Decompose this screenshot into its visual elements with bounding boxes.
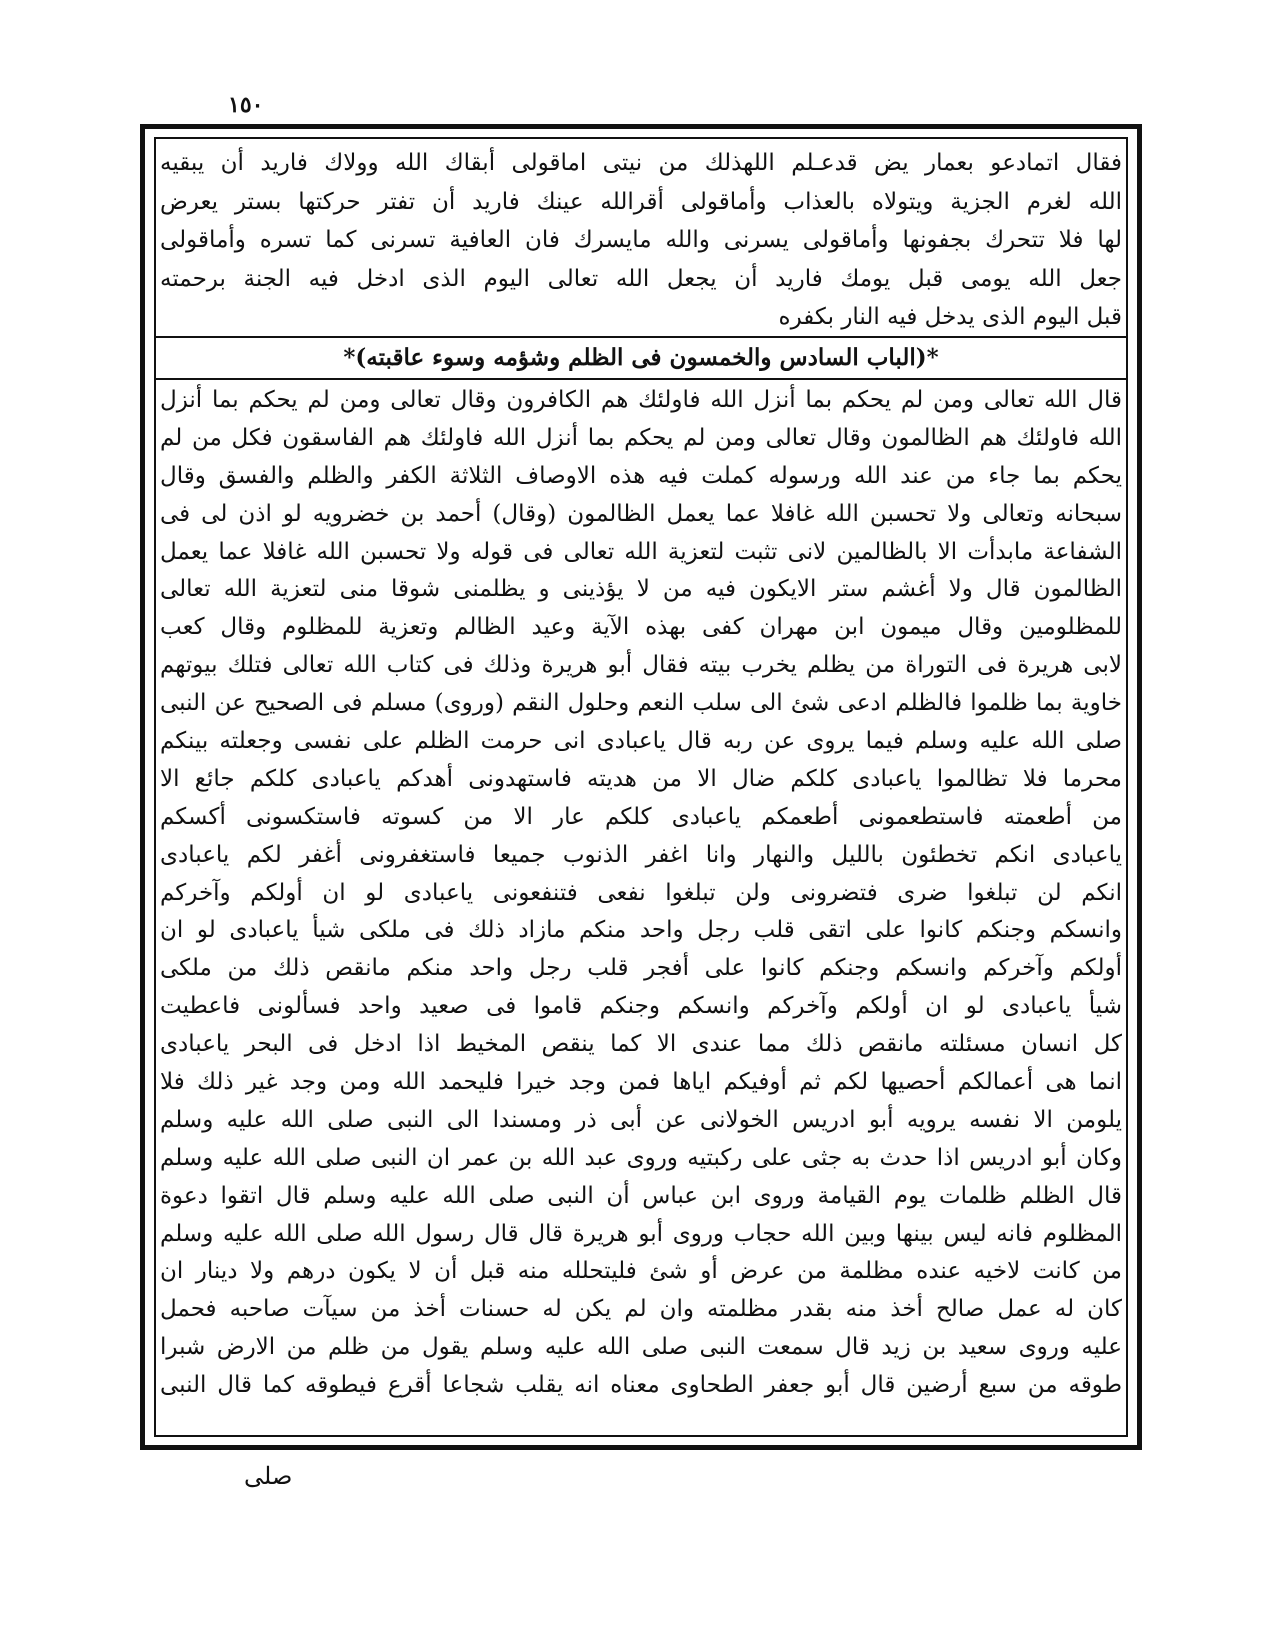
chapter-heading: *(الباب السادس والخمسون فى الظلم وشؤمه وسوء عاقبته)* <box>343 344 939 371</box>
text-line: من كانت لاخيه عنده مظلمة من عرض أو شئ فليتحلله منه قبل أن لا يكون درهم ولا دينار ان <box>160 1258 1122 1285</box>
text-line: وانسكم وجنكم كانوا على اتقى قلب رجل واحد منكم مازاد ذلك فى ملكى شيأ ياعبادى لو ان <box>160 917 1122 944</box>
intro-paragraph <box>160 144 1122 337</box>
text-line: الله فاولئك هم الظالمون وقال تعالى ومن لم يحكم بما أنزل الله فاولئك هم الفاسقون فكل من لم <box>160 424 1122 451</box>
text-line: الشفاعة مابدأت الا بالظالمين لانى تثبت لتعزية الله تعالى فى قوله ولا تحسبن الله غافلا عما يعمل <box>160 538 1122 565</box>
text-line: الله لغرم الجزية ويتولاه بالعذاب وأماقولى أقرالله عينك فاريد أن تفتر حركتها بستر يعرض <box>160 188 1122 215</box>
heading-rule-bottom <box>156 378 1126 380</box>
text-line: انكم لن تبلغوا ضرى فتضرونى ولن تبلغوا نفعى فتنفعونى ياعبادى لو ان أولكم وآخركم <box>160 879 1122 906</box>
text-line: شيأ ياعبادى لو ان أولكم وآخركم وانسكم وجنكم قاموا فى صعيد واحد فسألونى فاعطيت <box>160 993 1122 1020</box>
text-line: لها فلا تتحرك بجفونها وأماقولى يسرنى والله مايسرك فان العافية تسرنى كما تسره وأماقولى <box>160 227 1122 254</box>
text-line: قال الظلم ظلمات يوم القيامة وروى ابن عباس أن النبى صلى الله عليه وسلم قال اتقوا دعوة <box>160 1182 1122 1209</box>
text-line: قبل اليوم الذى يدخل فيه النار بكفره <box>778 304 1122 331</box>
text-line: انما هى أعمالكم أحصيها لكم ثم أوفيكم اياها فمن وجد خيرا فليحمد الله ومن وجد غير ذلك فلا <box>160 1069 1122 1096</box>
text-line: كان له عمل صالح أخذ منه بقدر مظلمته وان لم يكن له حسنات أخذ من سيآت صاحبه فحمل <box>160 1296 1122 1323</box>
text-line: وكان أبو ادريس اذا حدث به جثى على ركبتيه وروى عبد الله بن عمر ان النبى صلى الله عليه وسلم <box>160 1144 1122 1171</box>
text-line: ياعبادى انكم تخطئون بالليل والنهار وانا اغفر الذنوب جميعا فاستغفرونى أغفر لكم ياعبادى <box>160 841 1122 868</box>
text-line: المظلوم فانه ليس بينها وبين الله حجاب وروى أبو هريرة قال قال رسول الله صلى الله عليه وسلم <box>160 1220 1122 1247</box>
text-line: سبحانه وتعالى ولا تحسبن الله غافلا عما يعمل الظالمون (وقال) أحمد بن خضرويه لو اذن لى فى <box>160 500 1122 527</box>
text-line: أولكم وآخركم وانسكم وجنكم كانوا على أفجر قلب رجل واحد منكم مانقص ذلك من ملكى <box>160 955 1122 982</box>
text-line: لابى هريرة فى التوراة من يظلم يخرب بيته فقال أبو هريرة وذلك فى كتاب الله تعالى فتلك بيوتهم <box>160 652 1122 679</box>
text-line: الظالمون قال ولا أغشم ستر الايكون فيه من لا يؤذينى و يظلمنى شوقا منى لتعزية الله تعالى <box>160 576 1122 603</box>
text-line: صلى الله عليه وسلم فيما يروى عن ربه قال ياعبادى انى حرمت الظلم على نفسى وجعلته بينكم <box>160 728 1122 755</box>
chapter-body <box>160 382 1122 1405</box>
text-line: قال الله تعالى ومن لم يحكم بما أنزل الله فاولئك هم الكافرون وقال تعالى ومن لم يحكم بما أنزل <box>160 387 1122 413</box>
text-line: من أطعمته فاستطعمونى أطعمكم ياعبادى كلكم عار الا من كسوته فاستكسونى أكسكم <box>160 803 1122 830</box>
text-line: خاوية بما ظلموا فالظلم ادعى شئ الى سلب النعم وحلول النقم (وروى) مسلم فى الصحيح عن النبى <box>160 690 1122 717</box>
text-line: للمظلومين وقال ميمون ابن مهران كفى بهذه الآية وعيد الظالم وتعزية للمظلوم وقال كعب <box>160 614 1122 641</box>
page-number: ١٥٠ <box>228 92 264 118</box>
text-line: محرما فلا تظالموا ياعبادى كلكم ضال الا من هديته فاستهدونى أهدكم ياعبادى كلكم جائع الا <box>160 765 1122 792</box>
catchword: صلى <box>244 1462 293 1490</box>
text-line: فقال اتمادعو بعمار يض قدعـلم اللهذلك من نيتى اماقولى أبقاك الله وولاك فاريد أن يبقيه <box>160 150 1122 176</box>
text-line: يحكم بما جاء من عند الله ورسوله كملت فيه هذه الاوصاف الثلاثة الكفر والظلم والفسق وقال <box>160 462 1122 489</box>
text-line: جعل الله يومى قبل يومك فاريد أن يجعل الله تعالى اليوم الذى ادخل فيه الجنة برحمته <box>160 265 1122 292</box>
text-line: كل انسان مسئلته مانقص ذلك مما عندى الا كما ينقص المخيط اذا ادخل فى البحر ياعبادى <box>160 1031 1122 1058</box>
text-line: عليه وروى سعيد بن زيد قال سمعت النبى صلى الله عليه وسلم يقول من ظلم من الارض شبرا <box>160 1334 1122 1361</box>
text-line: طوقه من سبع أرضين قال أبو جعفر الطحاوى معناه انه يقلب شجاعا أقرع فيطوقه كما قال النبى <box>160 1372 1122 1399</box>
text-line: يلومن الا نفسه يرويه أبو ادريس الخولانى عن أبى ذر ومسندا الى النبى صلى الله عليه وسلم <box>160 1106 1122 1133</box>
